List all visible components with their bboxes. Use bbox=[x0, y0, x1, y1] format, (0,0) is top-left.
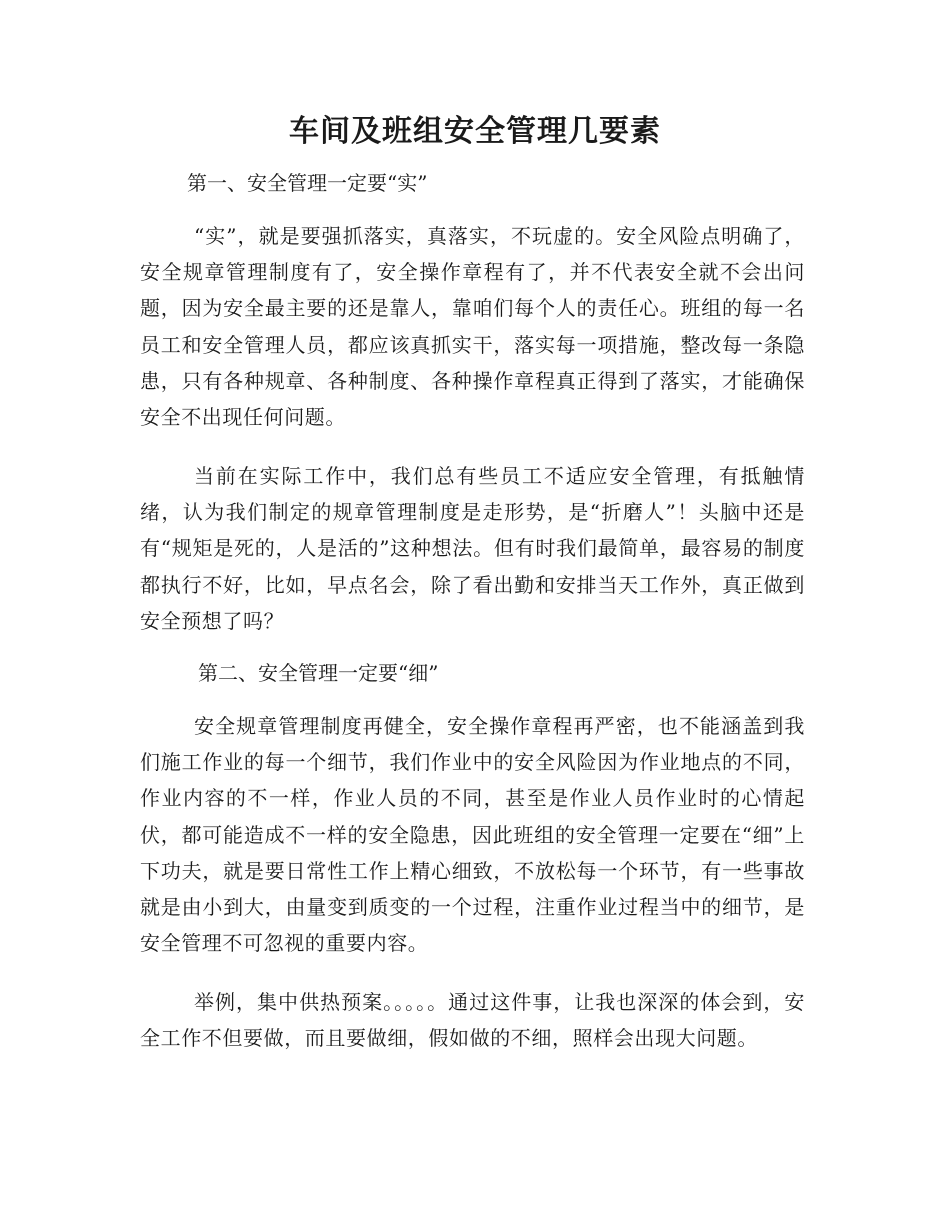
section-1-heading: 第一、安全管理一定要“实” bbox=[187, 171, 428, 195]
section-2-paragraph-2: 举例，集中供热预案。。。。。通过这件事，让我也深深的体会到，安全工作不但要做，而且要做细，假如做的不细，照样会出现大问题。 bbox=[140, 990, 805, 1051]
section-2-paragraph-1: 安全规章管理制度再健全，安全操作章程再严密，也不能涵盖到我们施工作业的每一个细节，我们作业中的安全风险因为作业地点的不同，作业内容的不一样，作业人员的不同，甚至是作业人员作业时的心情起伏，都可能造成不一样的安全隐患，因此班组的安全管理一定要在“细”上下功夫，就是要日常性工作上精心细致，不放松每一个环节，有一些事故就是由小到大，由量变到质变的一个过程，注重作业过程当中的细节，是安全管理不可忽视的重要内容。 bbox=[140, 714, 805, 956]
section-1-paragraph-2: 当前在实际工作中，我们总有些员工不适应安全管理，有抵触情绪，认为我们制定的规章管理制度是走形势，是“折磨人”！头脑中还是有“规矩是死的，人是活的”这种想法。但有时我们最简单，最容易的制度都执行不好，比如，早点名会，除了看出勤和安排当天工作外，真正做到安全预想了吗？ bbox=[140, 464, 805, 633]
section-2-heading: 第二、安全管理一定要“细” bbox=[198, 661, 439, 685]
document-title: 车间及班组安全管理几要素 bbox=[289, 114, 661, 149]
section-1-paragraph-1: “实”，就是要强抓落实，真落实，不玩虚的。安全风险点明确了，安全规章管理制度有了，安全操作章程有了，并不代表安全就不会出问题，因为安全最主要的还是靠人，靠咱们每个人的责任心。班组的每一名员工和安全管理人员，都应该真抓实干，落实每一项措施，整改每一条隐患，只有各种规章、各种制度、各种操作章程真正得到了落实，才能确保安全不出现任何问题。 bbox=[140, 224, 805, 430]
